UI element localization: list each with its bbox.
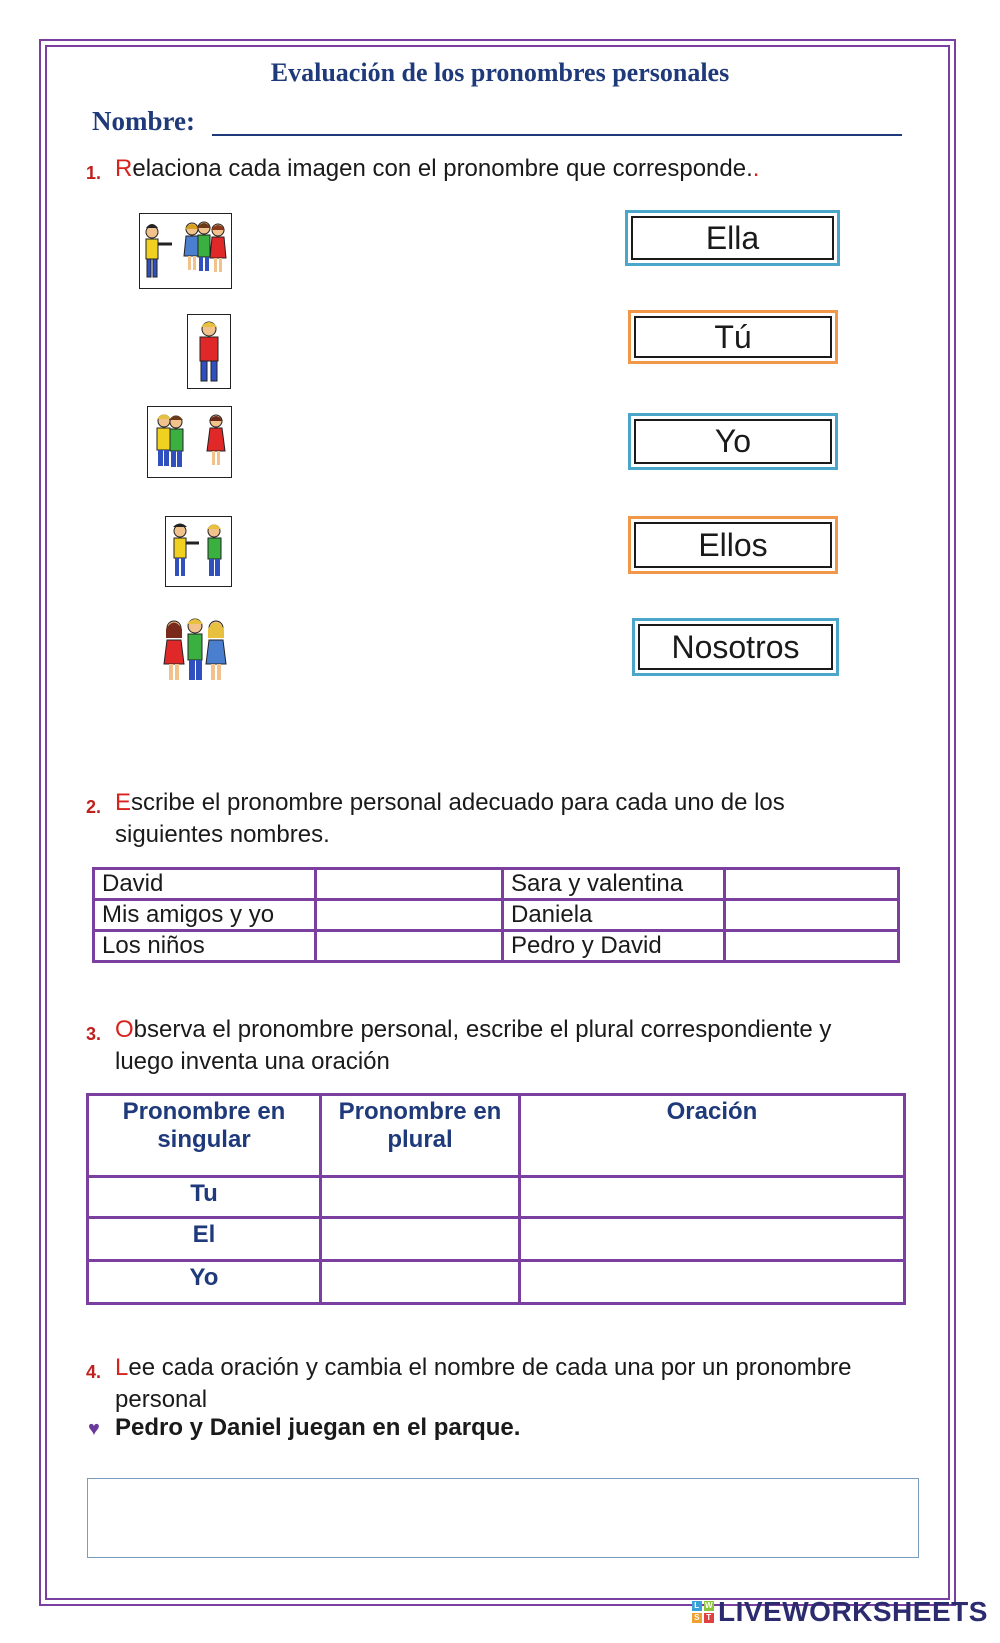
- q2-answer-cell[interactable]: [316, 869, 503, 900]
- q3-table: [86, 1093, 906, 1305]
- q4-sentence: Pedro y Daniel juegan en el parque.: [115, 1414, 521, 1441]
- q1-text: Relaciona cada imagen con el pronombre que corresponde..: [115, 155, 760, 182]
- q4-text: [115, 1352, 851, 1416]
- kids-illustration-1: [140, 214, 230, 287]
- table-row: [88, 1218, 905, 1261]
- kid-illustration-2: [188, 315, 230, 388]
- q4-first-letter: L: [115, 1354, 129, 1381]
- image-nosotros-group[interactable]: [160, 612, 230, 688]
- image-ellos-pointing[interactable]: [165, 516, 232, 587]
- kids-illustration-5: [160, 612, 230, 688]
- page-title: Evaluación de los pronombres personales: [270, 58, 730, 87]
- table-row: [94, 900, 899, 931]
- heart-bullet-icon: ♥: [88, 1418, 100, 1440]
- q2-text: [115, 787, 785, 851]
- table-row: [94, 869, 899, 900]
- table-row: [88, 1177, 905, 1218]
- pronoun-label-yo: Yo: [634, 419, 832, 464]
- q2-answer-cell[interactable]: [725, 931, 899, 962]
- header-plural: Pronombre en plural: [321, 1095, 520, 1177]
- singular-cell: El: [88, 1218, 321, 1261]
- q3-line2: luego inventa una oración: [115, 1048, 390, 1075]
- kids-illustration-4: [166, 517, 230, 585]
- q3-number: 3.: [86, 1024, 102, 1044]
- header-oracion: Oración: [520, 1095, 905, 1177]
- sentence-answer-cell[interactable]: [520, 1261, 905, 1304]
- q2-first-letter: E: [115, 789, 132, 816]
- plural-answer-cell[interactable]: [321, 1218, 520, 1261]
- pronoun-box-nosotros[interactable]: [632, 618, 839, 676]
- pronoun-box-ellos[interactable]: [628, 516, 838, 574]
- table-row: [88, 1261, 905, 1304]
- q3-first-letter: O: [115, 1016, 134, 1043]
- name-input-line[interactable]: [212, 134, 902, 136]
- plural-answer-cell[interactable]: [321, 1177, 520, 1218]
- sentence-answer-cell[interactable]: [520, 1177, 905, 1218]
- q2-name-cell: David: [94, 869, 316, 900]
- pronoun-label-ella: Ella: [631, 216, 834, 260]
- q2-answer-cell[interactable]: [725, 869, 899, 900]
- plural-answer-cell[interactable]: [321, 1261, 520, 1304]
- image-ella-with-boys[interactable]: [147, 406, 232, 478]
- liveworksheets-logo: [692, 1596, 988, 1628]
- q4-answer-box[interactable]: [87, 1478, 919, 1558]
- kids-illustration-3: [148, 407, 230, 477]
- pronoun-label-nosotros: Nosotros: [638, 624, 833, 670]
- q2-name-cell: Mis amigos y yo: [94, 900, 316, 931]
- image-yo-pointing-at-ellas[interactable]: [139, 213, 232, 289]
- q2-line2: siguientes nombres.: [115, 821, 330, 848]
- q2-name-cell: Los niños: [94, 931, 316, 962]
- pronoun-box-yo[interactable]: [628, 413, 838, 470]
- logo-text: LIVEWORKSHEETS: [718, 1596, 988, 1627]
- pronoun-label-ellos: Ellos: [634, 522, 832, 568]
- sentence-answer-cell[interactable]: [520, 1218, 905, 1261]
- q1-number: 1.: [86, 163, 102, 183]
- image-tu-boy[interactable]: [187, 314, 231, 389]
- q1-rest: elaciona cada imagen con el pronombre que corresponde.: [132, 155, 753, 182]
- q3-text: [115, 1014, 831, 1078]
- q2-answer-cell[interactable]: [316, 900, 503, 931]
- q2-answer-cell[interactable]: [725, 900, 899, 931]
- liveworksheets-mark-icon: L W S T: [692, 1601, 714, 1623]
- q2-answer-cell[interactable]: [316, 931, 503, 962]
- singular-cell: Yo: [88, 1261, 321, 1304]
- q2-name-cell: Daniela: [503, 900, 725, 931]
- q4-number: 4.: [86, 1362, 102, 1382]
- q1-first-letter: R: [115, 155, 133, 182]
- table-header-row: [88, 1095, 905, 1177]
- header-singular: Pronombre en singular: [88, 1095, 321, 1177]
- singular-cell: Tu: [88, 1177, 321, 1218]
- q4-rest: ee cada oración y cambia el nombre de cada una por un pronombre: [128, 1354, 852, 1381]
- pronoun-label-tu: Tú: [634, 316, 832, 358]
- pronoun-box-tu[interactable]: [628, 310, 838, 364]
- q2-table: [92, 867, 900, 963]
- q2-name-cell: Pedro y David: [503, 931, 725, 962]
- name-label: Nombre:: [92, 106, 195, 136]
- q2-name-cell: Sara y valentina: [503, 869, 725, 900]
- q4-line2: personal: [115, 1386, 208, 1413]
- q2-rest: scribe el pronombre personal adecuado para cada uno de los: [131, 789, 785, 816]
- pronoun-box-ella[interactable]: [625, 210, 840, 266]
- q2-number: 2.: [86, 797, 102, 817]
- table-row: [94, 931, 899, 962]
- q3-rest: bserva el pronombre personal, escribe el plural correspondiente y: [133, 1016, 832, 1043]
